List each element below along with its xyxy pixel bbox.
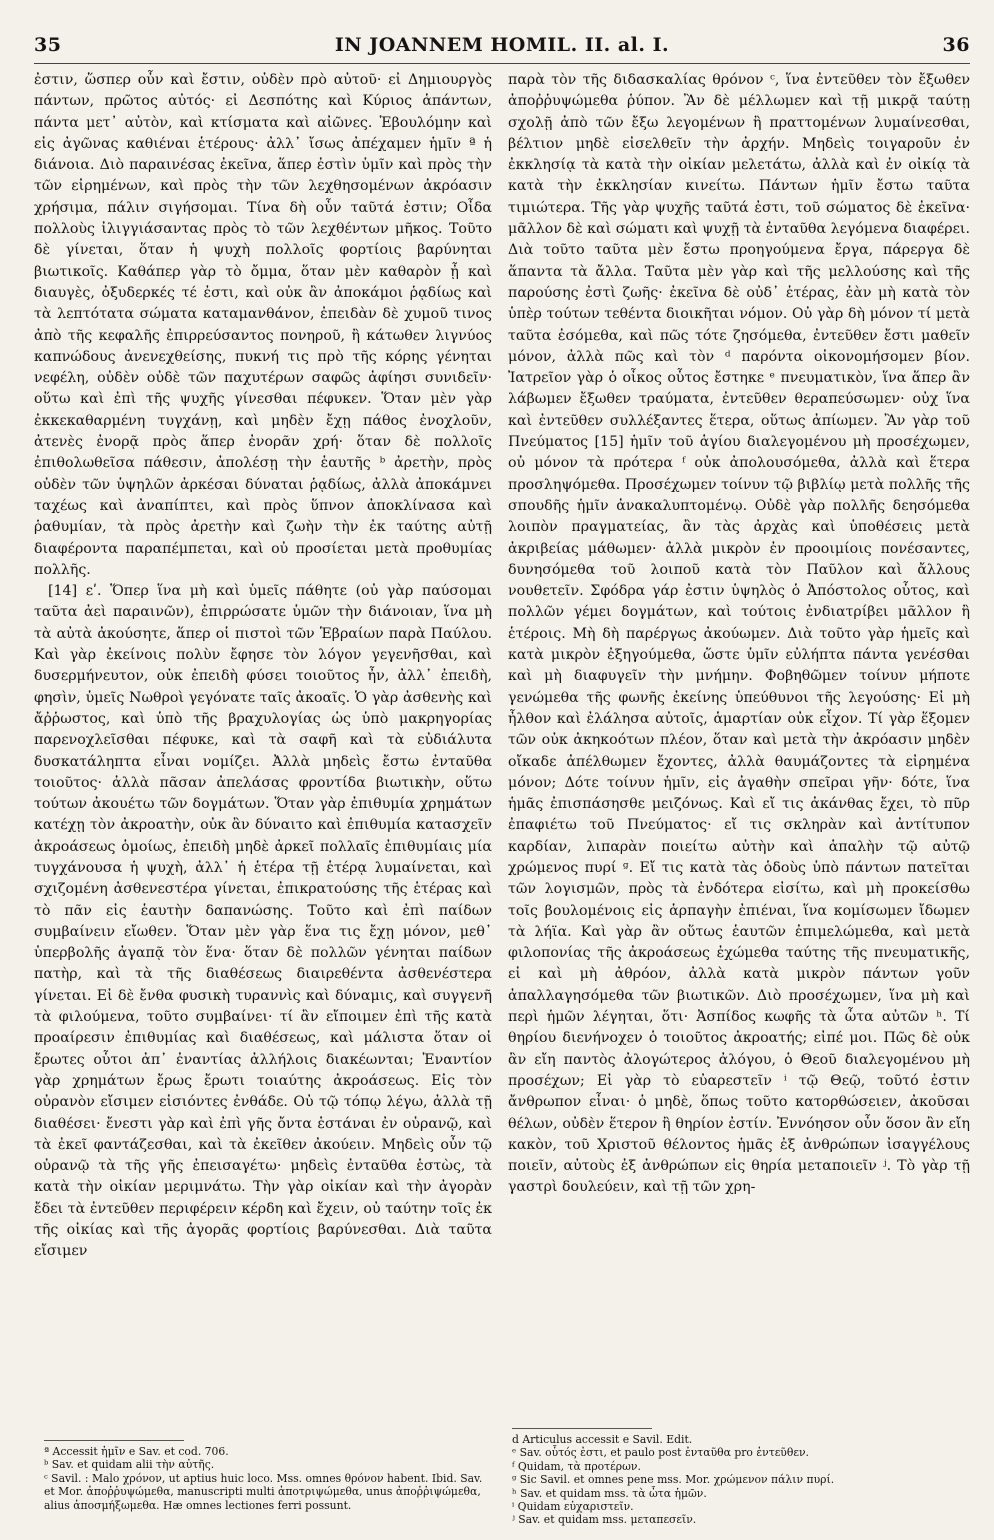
footnote-a: ª Accessit ἡμῖν e Sav. et cod. 706.: [44, 1445, 229, 1458]
footnote-separator: [44, 1440, 184, 1441]
footnote-i: ⁱ Quidam εὐχαριστεῖν.: [512, 1500, 634, 1514]
footnote-c: ᶜ Savil. : Malo χρόνον, ut aptius huic loco. Mss. omnes θρόνον habent. Ibid. Sav. et Mor. ἀποῤῥυψώμεθα, manuscripti multi ἀποτριψώμεθα, unus ἀποῤῥιψώμεθα, alius ἀποσμήξωμεθα. Hæ omnes lectiones ferri possunt.: [44, 1471, 483, 1512]
page-number-right: 36: [942, 34, 970, 56]
page-header: [34, 34, 970, 62]
footnotes-left: [44, 1440, 484, 1512]
footnote-b: ᵇ Sav. et quidam alii τὴν αὐτῆς.: [44, 1458, 215, 1472]
left-paragraph-1: ἐστιν, ὥσπερ οὖν καὶ ἔστιν, οὐδὲν πρὸ αὐτοῦ· εἰ Δημιουργὸς πάντων, πρῶτος αὐτός· εἰ Δεσπότης καὶ Κύριος ἁπάντων, πάντα μετ᾽ αὐτὸν, καὶ κτίσματα καὶ αἰῶνες. Ἐβουλόμην καὶ εἰς ἀγῶνας καθιέναι ἑτέρους· ἀλλ᾽ ἴσως ἀπέχαμεν ἡμῖν ª ἡ διάνοια. Διὸ παραινέσας ἐκεῖνα, ἅπερ ἐστὶν ὑμῖν καὶ πρὸς τὴν τῶν εἰρημένων, καὶ πρὸς τὴν τῶν λεχθησομένων ἀκρόασιν χρήσιμα, πάλιν σιγήσομαι. Τίνα δὴ οὖν ταῦτά ἐστιν; Οἶδα πολλοὺς ἰλιγγιάσαντας πρὸς τὸ τῶν λεχθέντων μῆκος. Τοῦτο δὲ γίνεται, ὅταν ἡ ψυχὴ πολλοῖς φορτίοις βαρύνηται βιωτικοῖς. Καθάπερ γὰρ τὸ ὄμμα, ὅταν μὲν καθαρὸν ᾖ καὶ διαυγὲς, ὀξυδερκές τέ ἐστι, καὶ οὐκ ἂν ἀποκάμοι ῥᾳδίως καὶ τὰ λεπτότατα σώματα καταμανθάνον, ἐπειδὰν δὲ χυμοῦ τινος ἀπὸ τῆς κεφαλῆς ἐπιρρεύσαντος πονηροῦ, ἢ κάτωθεν λιγνύος καπνώδους ἀνενεχθείσης, πυκνή τις πρὸ τῆς κόρης γένηται νεφέλη, οὐδὲν οὐδὲ τῶν παχυτέρων σαφῶς ἀφίησι συνιδεῖν· οὕτω καὶ ἐπὶ τῆς ψυχῆς γίνεσθαι πέφυκεν. Ὅταν μὲν γὰρ ἐκκεκαθαρμένη τυγχάνῃ, καὶ μηδὲν ἔχῃ πάθος ἐνοχλοῦν, ἀτενὲς ἐνορᾷ πρὸς ἅπερ ἐνορᾶν χρή· ὅταν δὲ πολλοῖς ἐπιθολωθεῖσα πάθεσιν, ἀπολέσῃ τὴν ἑαυτῆς ᵇ ἀρετὴν, πρὸς οὐδὲν τῶν ὑψηλῶν ἀρκέσαι δύναται ῥᾳδίως, ἀλλὰ ἀποκάμνει ταχέως καὶ ἀναπίπτει, καὶ πρὸς ὕπνον ἀποκλίνασα καὶ ῥαθυμίαν, τὰ πρὸς ἀρετὴν καὶ ζωὴν τὴν ἐκ ταύτης αὐτῇ διαφέροντα παραπέμπεται, καὶ οὐ προσίεται μετὰ προθυμίας πολλῆς.: [34, 72, 492, 578]
footnote-j: ʲ Sav. et quidam mss. μεταπεσεῖν.: [512, 1513, 697, 1527]
running-title: IN JOANNEM HOMIL. II. al. I.: [334, 34, 670, 56]
header-rule: [34, 63, 970, 64]
right-paragraph-1: παρὰ τὸν τῆς διδασκαλίας θρόνον ᶜ, ἵνα ἐντεῦθεν τὸν ἔξωθεν ἀποῤῥυψώμεθα ῥύπον. Ἂν δὲ μέλλωμεν καὶ τῇ μικρᾷ ταύτῃ σχολῇ ἀπὸ τῶν ἔξω λεγομένων ἢ πραττομένων λυμαίνεσθαι, βέλτιον μηδὲ εἰσελθεῖν τὴν ἀρχήν. Μηδεὶς τοιγαροῦν ἐν ἐκκλησίᾳ τὰ κατὰ τὴν οἰκίαν μελετάτω, ἀλλὰ καὶ ἐν οἰκίᾳ τὰ κατὰ τὴν ἐκκλησίαν κινείτω. Πάντων ἡμῖν ἔστω ταῦτα τιμιώτερα. Τῆς γὰρ ψυχῆς ταῦτά ἐστι, τοῦ σώματος δὲ ἐκεῖνα· μᾶλλον δὲ καὶ σώματι καὶ ψυχῇ τὰ ἐνταῦθα λεγόμενα διαφέρει. Διὰ τοῦτο ταῦτα μὲν ἔστω προηγούμενα ἔργα, πάρεργα δὲ ἅπαντα τὰ ἄλλα. Ταῦτα μὲν γὰρ καὶ τῆς μελλούσης καὶ τῆς παρούσης ἐστὶ ζωῆς· ἐκεῖνα δὲ οὐδ᾽ ἑτέρας, ἐὰν μὴ κατὰ τὸν ὑπὲρ τούτων τεθέντα διοικῆται νόμον. Οὐ γὰρ δὴ μόνον τί μετὰ ταῦτα ἐσόμεθα, καὶ πῶς τότε ζησόμεθα, ἐντεῦθεν ἔστι μαθεῖν μόνον, ἀλλὰ πῶς καὶ τὸν ᵈ παρόντα οἰκονομήσομεν βίον. Ἰατρεῖον γὰρ ὁ οἶκος οὗτος ἔστηκε ᵉ πνευματικὸν, ἵνα ἅπερ ἂν λάβωμεν ἔξωθεν τραύματα, ἐντεῦθεν θεραπεύσωμεν· οὐχ ἵνα καὶ ἐντεῦθεν συλλέξαντες ἕτερα, οὕτως ἀπίωμεν. Ἂν γὰρ τοῦ Πνεύματος [15] ἡμῖν τοῦ ἁγίου διαλεγομένου μὴ προσέχωμεν, οὐ μόνον τὰ πρότερα ᶠ οὐκ ἀπολουσόμεθα, ἀλλὰ καὶ ἕτερα προσληψόμεθα. Προσέχωμεν τοίνυν τῷ βιβλίῳ μετὰ πολλῆς τῆς σπουδῆς ἡμῖν ἀνακαλυπτομένῳ. Οὐδὲ γὰρ πολλῆς δεησόμεθα λοιπὸν πραγματείας, ἂν τὰς ἀρχὰς καὶ ὑποθέσεις μετὰ ἀκριβείας μάθωμεν· ἀλλὰ μικρὸν ἐν προοιμίοις πονέσαντες, δυνησόμεθα τοῦ λοιποῦ κατὰ τὸν Παῦλον καὶ ἄλλους νουθετεῖν. Σφόδρα γάρ ἐστιν ὑψηλὸς ὁ Ἀπόστολος οὗτος, καὶ πολλῶν γέμει δογμάτων, καὶ τούτοις ἐνδιατρίβει μᾶλλον ἢ ἑτέροις. Μὴ δὴ παρέργως ἀκούωμεν. Διὰ τοῦτο γὰρ ἡμεῖς καὶ κατὰ μικρὸν ἐξηγούμεθα, ὥστε ὑμῖν εὐλήπτα πάντα γενέσθαι καὶ μὴ διαφυγεῖν τὴν μνήμην. Φοβηθῶμεν τοίνυν μήποτε γενώμεθα τῆς φωνῆς ἐκείνης ὑπεύθυνοι τῆς λεγούσης· Εἰ μὴ ἦλθον καὶ ἐλάλησα αὐτοῖς, ἁμαρτίαν οὐκ εἶχον. Τί γὰρ ἕξομεν τῶν οὐκ ἀκηκοότων πλέον, ὅταν καὶ μετὰ τὴν ἀκρόασιν μηδὲν οἴκαδε ἀπέλθωμεν ἔχοντες, ἀλλὰ θαυμάζοντες τὰ εἰρημένα μόνον; Δότε τοίνυν ἡμῖν, εἰς ἀγαθὴν σπεῖραι γῆν· δότε, ἵνα ἡμᾶς ἐπισπάσησθε μειζόνως. Καὶ εἴ τις ἀκάνθας ἔχει, τὸ πῦρ ἐπαφιέτω τοῦ Πνεύματος· εἴ τις σκληρὰν καὶ ἀντίτυπον καρδίαν, λιπαρὰν ποιείτω αὐτὴν καὶ ἁπαλὴν τῷ αὐτῷ χρώμενος πυρί ᵍ. Εἴ τις κατὰ τὰς ὁδοὺς ὑπὸ πάντων πατεῖται τῶν λογισμῶν, πρὸς τὰ ἐνδότερα εἰσίτω, καὶ μὴ προκείσθω τοῖς βουλομένοις εἰς ἁρπαγὴν ἐπιέναι, ἵνα κομίσωμεν ἴδωμεν τὰ λήϊα. Καὶ γὰρ ἂν οὕτως ἑαυτῶν ἐπιμελώμεθα, καὶ μετὰ φιλοπονίας τῆς ἀκροάσεως ἐχώμεθα ταύτης τῆς πνευματικῆς, εἰ καὶ μὴ ἀθρόον, ἀλλὰ κατὰ μικρὸν πάντων γοῦν ἀπαλλαγησόμεθα τῶν βιωτικῶν. Διὸ προσέχωμεν, ἵνα μὴ καὶ περὶ ἡμῶν λέγηται, ὅτι· Ἀσπίδος κωφῆς τὰ ὦτα αὐτῶν ʰ. Τί θηρίου διενήνοχεν ὁ τοιοῦτος ἀκροατής; εἰπέ μοι. Πῶς δὲ οὐκ ἂν εἴη παντὸς ἀλογώτερος ἀλόγου, ὁ Θεοῦ διαλεγομένου μὴ προσέχων; Εἰ γὰρ τὸ εὐαρεστεῖν ⁱ τῷ Θεῷ, τοῦτό ἐστιν ἄνθρωπον εἶναι· ὁ μηδὲ, ὅπως τοῦτο κατορθώσειεν, ἀκοῦσαι θέλων, οὐδὲν ἕτερον ἢ θηρίον ἐστίν. Ἐννόησον οὖν ὅσον ἂν εἴη κακὸν, τοῦ Χριστοῦ θέλοντος ἡμᾶς ἐξ ἀνθρώπων ἰσαγγέλους ποιεῖν, αὐτοὺς ἐξ ἀνθρώπων εἰς θηρία μεταποιεῖν ʲ. Τὸ γὰρ τῇ γαστρὶ δουλεύειν, καὶ τῇ τῶν χρη-: [508, 72, 970, 1196]
footnote-e: ᵉ Sav. οὗτός ἐστι, et paulo post ἐνταῦθα pro ἐντεῦθεν.: [512, 1446, 809, 1460]
footnote-h: ʰ Sav. et quidam mss. τὰ ὦτα ἡμῶν.: [512, 1486, 707, 1500]
page-number-left: 35: [34, 34, 62, 56]
footnote-f: ᶠ Quidam, τὰ προτέρων.: [512, 1459, 641, 1473]
left-paragraph-2: [14] εʹ. Ὅπερ ἵνα μὴ καὶ ὑμεῖς πάθητε (οὐ γὰρ παύσομαι ταῦτα ἀεὶ παραινῶν), ἐπιρρώσατε ὑμῶν τὴν διάνοιαν, ἵνα μὴ τὰ αὐτὰ ἀκούσητε, ἅπερ οἱ πιστοὶ τῶν Ἑβραίων παρὰ Παύλου. Καὶ γὰρ ἐκείνοις πολὺν ἔφησε τὸν λόγον γεγενῆσθαι, καὶ δυσερμήνευτον, οὐκ ἐπειδὴ φύσει τοιοῦτος ἦν, ἀλλ᾽ ἐπειδὴ, φησὶν, ὑμεῖς Νωθροὶ γεγόνατε ταῖς ἀκοαῖς. Ὁ γὰρ ἀσθενὴς καὶ ἄῤῥωστος, καὶ ὑπὸ τῆς βραχυλογίας ὡς ὑπὸ μακρηγορίας παρενοχλεῖσθαι πέφυκε, καὶ τὰ σαφῆ καὶ τὰ εὐδιάλυτα δυσκατάληπτα εἶναι νομίζει. Ἀλλὰ μηδεὶς ἔστω ἐνταῦθα τοιοῦτος· ἀλλὰ πᾶσαν ἀπελάσας φροντίδα βιωτικὴν, οὕτω τούτων ἀκουέτω τῶν δογμάτων. Ὅταν γὰρ ἐπιθυμία χρημάτων κατέχῃ τὸν ἀκροατὴν, οὐκ ἂν δύναιτο καὶ ἐπιθυμία κατασχεῖν ἀκροάσεως ὁμοίως, ἐπειδὴ μηδὲ ἀρκεῖ πολλαῖς ἐπιθυμίαις μία τυγχάνουσα ἡ ψυχὴ, ἀλλ᾽ ἡ ἑτέρα τῇ ἑτέρᾳ λυμαίνεται, καὶ σχιζομένη ἀσθενεστέρα γίνεται, ἐπικρατούσης τῆς ἑτέρας καὶ τὸ πᾶν εἰς ἑαυτὴν δαπανώσης. Τοῦτο καὶ ἐπὶ παίδων συμβαίνειν εἴωθεν. Ὅταν μὲν γὰρ ἕνα τις ἔχῃ μόνον, μεθ᾽ ὑπερβολῆς ἀγαπᾷ τὸν ἕνα· ὅταν δὲ πολλῶν γένηται παίδων πατὴρ, καὶ τὰ τῆς διαθέσεως διαιρεθέντα ἀσθενέστερα γίνεται. Εἰ δὲ ἔνθα φυσικὴ τυραννὶς καὶ δύναμις, καὶ συγγενῆ τὰ φιλούμενα, τοῦτο συμβαίνει· τί ἂν εἴποιμεν ἐπὶ τῆς κατὰ προαίρεσιν ἐπιθυμίας καὶ διαθέσεως, καὶ μάλιστα ὅταν οἱ ἔρωτες οὗτοι ἀπ᾽ ἐναντίας ἀλλήλοις διακέωνται; Ἐναντίον γὰρ χρημάτων ἔρως ἔρωτι τοιαύτης ἀκροάσεως. Εἰς τὸν οὐρανὸν εἴσιμεν εἰσιόντες ἐνθάδε. Οὐ τῷ τόπῳ λέγω, ἀλλὰ τῇ διαθέσει· ἔνεστι γὰρ καὶ ἐπὶ γῆς ὄντα ἑστάναι ἐν οὐρανῷ, καὶ τὰ ἐκεῖ φαντάζεσθαι, καὶ τὰ ἐκεῖθεν ἀκούειν. Μηδεὶς οὖν τῷ οὐρανῷ τὰ τῆς γῆς ἐπεισαγέτω· μηδεὶς ἐνταῦθα ἑστὼς, τὰ κατὰ τὴν οἰκίαν μεριμνάτω. Τὴν γὰρ οἰκίαν καὶ τὴν ἀγορὰν ἔδει τὰ ἐντεῦθεν περιφέρειν κέρδη καὶ ἔχειν, οὐ ταύτην τοῖς ἐκ τῆς οἰκίας καὶ τῆς ἀγορᾶς φορτίοις βαρύνεσθαι. Διὰ ταῦτα εἴσιμεν: [34, 583, 492, 1260]
right-column: [508, 70, 970, 1199]
footnote-g: ᵍ Sic Savil. et omnes pene mss. Mor. χρώμενον πάλιν πυρί.: [512, 1473, 835, 1487]
footnote-separator: [512, 1428, 652, 1429]
left-column: [34, 70, 492, 1263]
footnote-d: d Articulus accessit e Savil. Edit.: [512, 1433, 693, 1446]
footnotes-right: [512, 1428, 952, 1527]
